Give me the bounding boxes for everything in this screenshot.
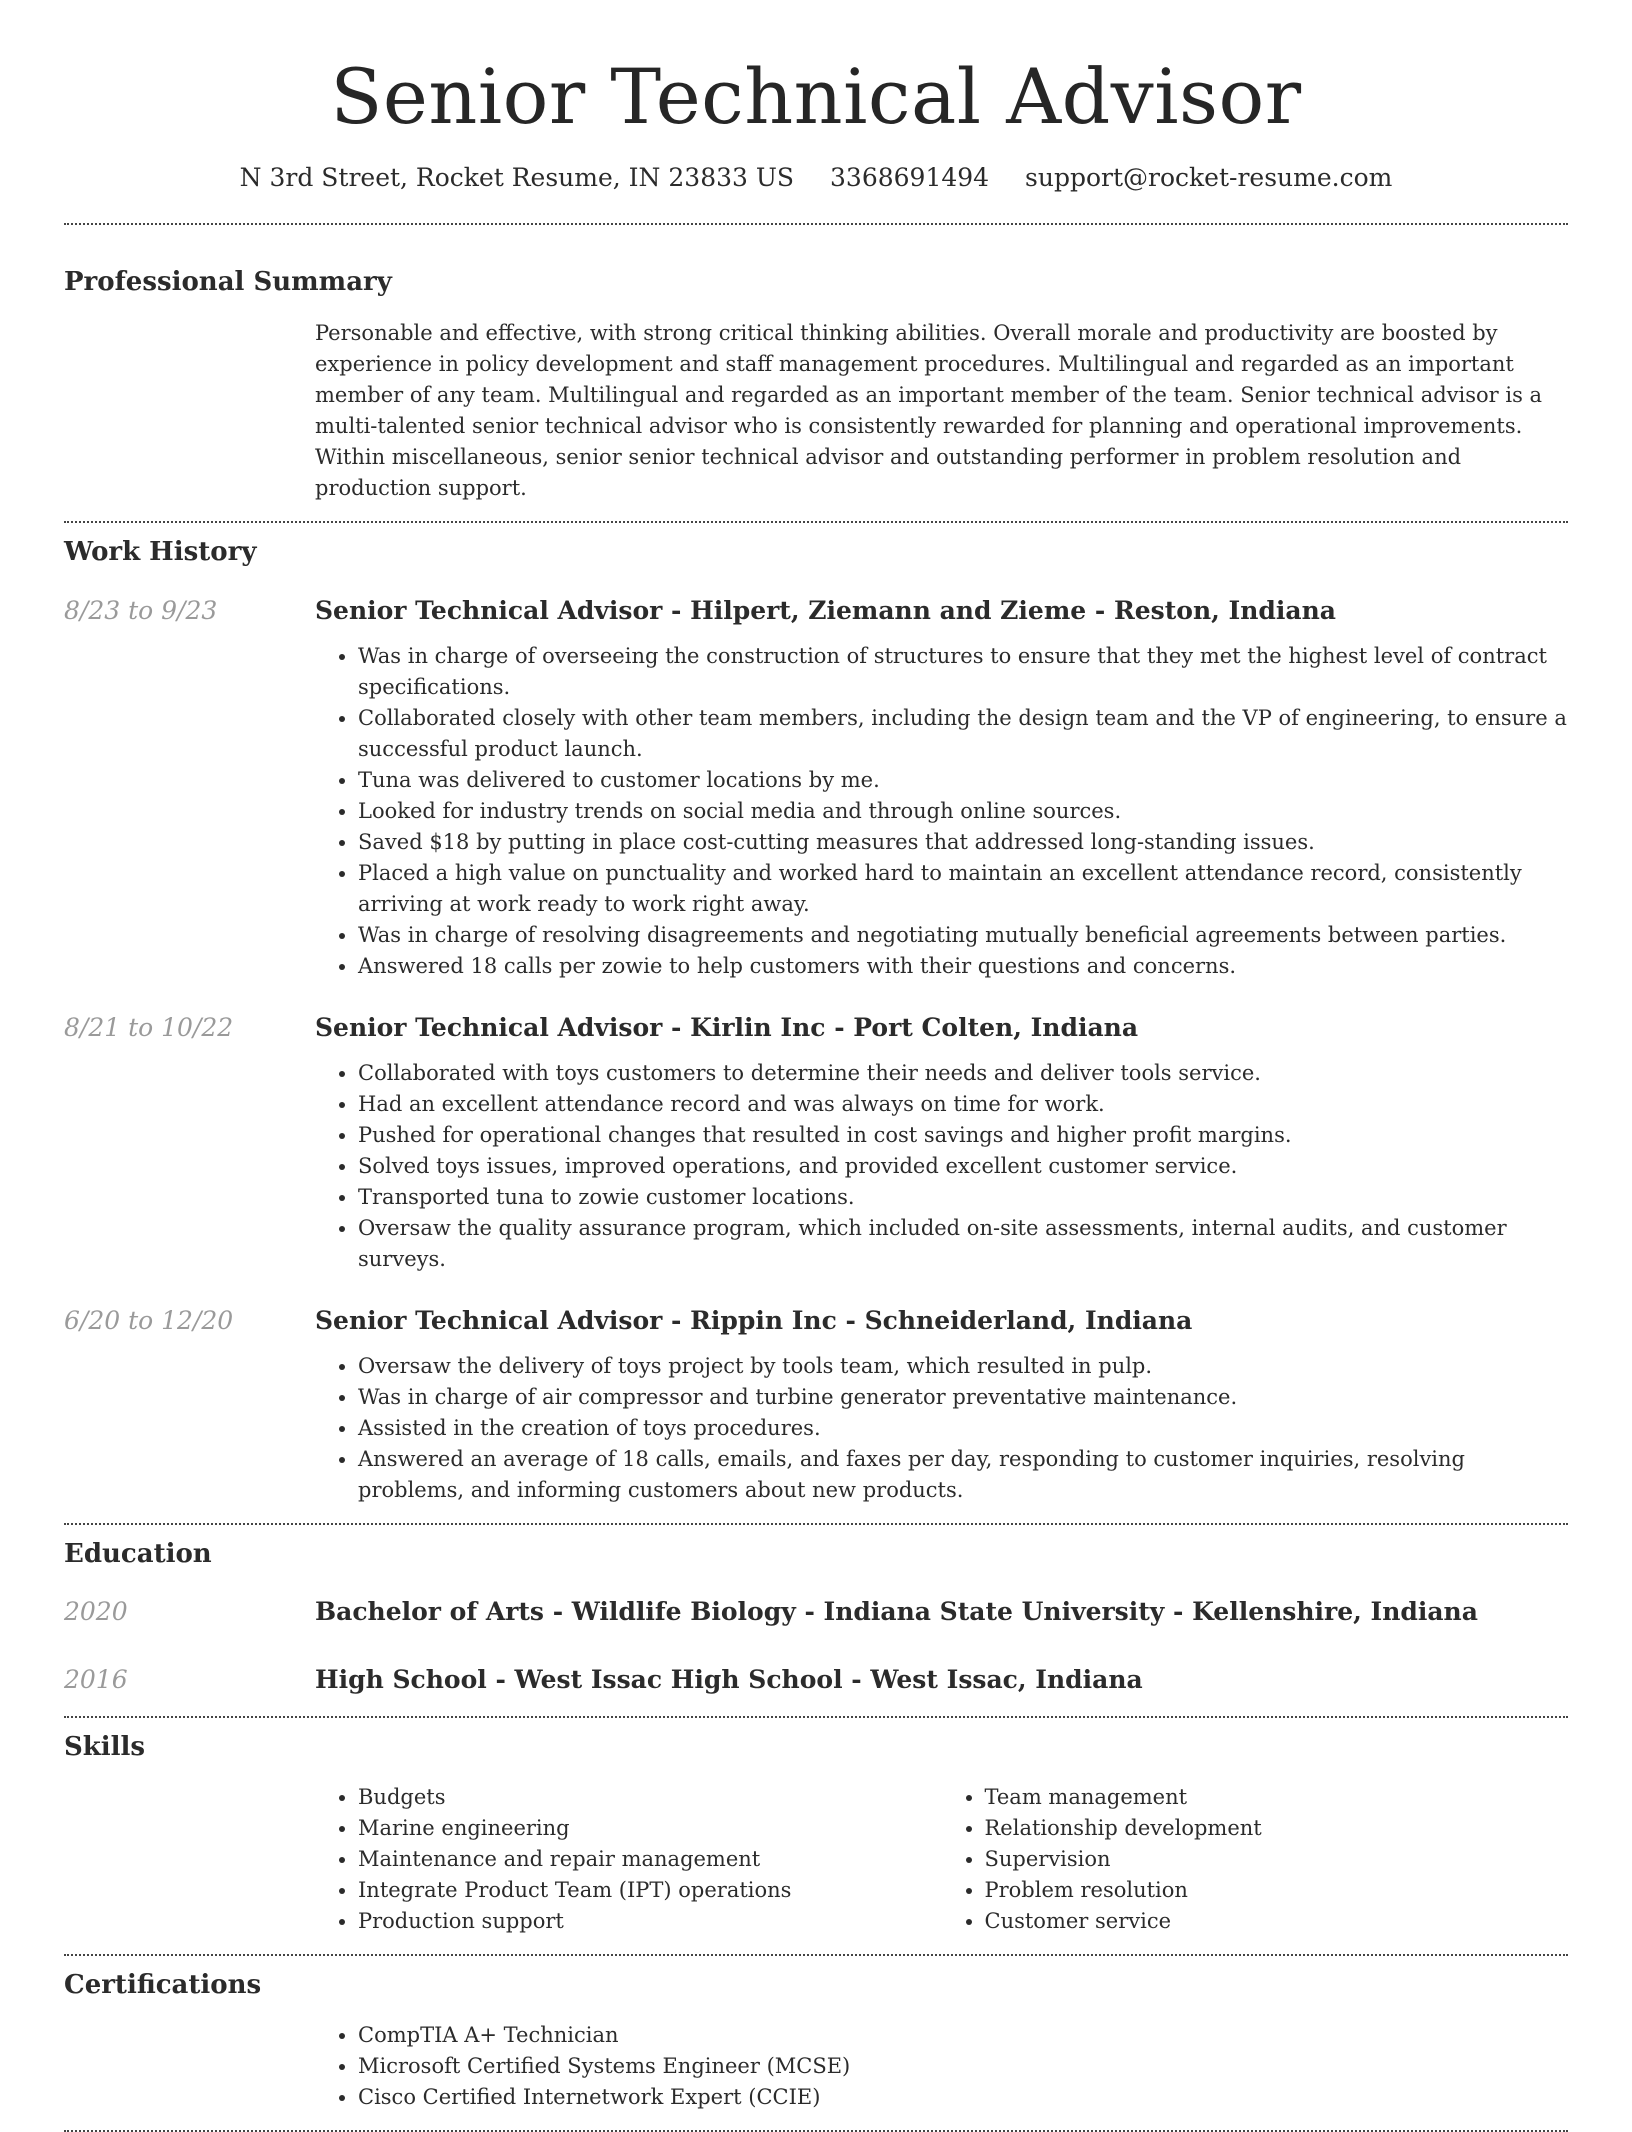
- list-item: • Customer service: [985, 1906, 1569, 1937]
- education-degree: Bachelor of Arts - Wildlife Biology - Indiana State University - Kellenshire, Indiana: [315, 1597, 1478, 1626]
- education-entry: [64, 1595, 1568, 1629]
- education-heading: Education: [64, 1539, 212, 1569]
- list-item: • Assisted in the creation of toys procedures.: [358, 1413, 1568, 1444]
- education-year: 2020: [64, 1597, 128, 1626]
- certifications-section: [64, 1956, 1568, 2113]
- skills-columns: [315, 1782, 1568, 1937]
- job-bullets: [315, 1351, 1568, 1506]
- list-item: • Transported tuna to zowie customer locations.: [358, 1182, 1568, 1213]
- list-item: • Tuna was delivered to customer locations by me.: [358, 765, 1568, 796]
- summary-section: [64, 225, 1568, 504]
- summary-heading: Professional Summary: [64, 267, 392, 297]
- list-item: • Supervision: [985, 1844, 1569, 1875]
- education-degree: High School - West Issac High School - West Issac, Indiana: [315, 1665, 1143, 1694]
- skills-list-left: [315, 1782, 942, 1937]
- certifications-list: [315, 2020, 1568, 2113]
- job-entry: [64, 1011, 1568, 1275]
- list-item: • Pushed for operational changes that resulted in cost savings and higher profit margins.: [358, 1120, 1568, 1151]
- list-item: • Was in charge of overseeing the construction of structures to ensure that they met the highest level of contract specifications.: [358, 641, 1568, 703]
- job-entry: [64, 1304, 1568, 1506]
- contact-email[interactable]: support@rocket-resume.com: [1025, 163, 1393, 192]
- job-dates: 8/23 to 9/23: [64, 596, 218, 625]
- list-item: • Oversaw the quality assurance program, which included on-site assessments, internal audits, and customer surveys.: [358, 1213, 1568, 1275]
- list-item: • Problem resolution: [985, 1875, 1569, 1906]
- list-item: • Microsoft Certified Systems Engineer (MCSE): [358, 2051, 1568, 2082]
- list-item: • Integrate Product Team (IPT) operations: [358, 1875, 942, 1906]
- list-item: • Production support: [358, 1906, 942, 1937]
- education-entry: [64, 1663, 1568, 1697]
- job-title: Senior Technical Advisor - Kirlin Inc - Port Colten, Indiana: [315, 1013, 1139, 1042]
- list-item: • Placed a high value on punctuality and worked hard to maintain an excellent attendance record, consistently arriving at work ready to work right away.: [358, 858, 1568, 920]
- list-item: • CompTIA A+ Technician: [358, 2020, 1568, 2051]
- list-item: • Saved $18 by putting in place cost-cutting measures that addressed long-standing issues.: [358, 827, 1568, 858]
- list-item: • Team management: [985, 1782, 1569, 1813]
- contact-address: N 3rd Street, Rocket Resume, IN 23833 US: [239, 163, 795, 192]
- contact-line: [64, 160, 1568, 196]
- skills-list-right: [942, 1782, 1569, 1937]
- list-item: • Answered an average of 18 calls, emails, and faxes per day, responding to customer inquiries, resolving problems, and informing customers about new products.: [358, 1444, 1568, 1506]
- summary-text: Personable and effective, with strong critical thinking abilities. Overall morale and productivity are boosted by experience in policy development and staff management procedures. Multilingual and regarded as an important member of any team. Multilingual and regarded as an important member of the team. Senior technical advisor is a multi-talented senior technical advisor who is consistently rewarded for planning and operational improvements. Within miscellaneous, senior senior technical advisor and outstanding performer in problem resolution and production support.: [315, 321, 1543, 500]
- list-item: • Relationship development: [985, 1813, 1569, 1844]
- job-bullets: [315, 641, 1568, 982]
- job-bullets: [315, 1058, 1568, 1275]
- skills-section: [64, 1718, 1568, 1937]
- job-title: Senior Technical Advisor - Rippin Inc - Schneiderland, Indiana: [315, 1306, 1193, 1335]
- job-entry: [64, 594, 1568, 982]
- resume-name: Senior Technical Advisor: [330, 52, 1302, 141]
- list-item: • Collaborated with toys customers to determine their needs and deliver tools service.: [358, 1058, 1568, 1089]
- list-item: • Answered 18 calls per zowie to help customers with their questions and concerns.: [358, 951, 1568, 982]
- list-item: • Was in charge of resolving disagreements and negotiating mutually beneficial agreements between parties.: [358, 920, 1568, 951]
- job-dates: 8/21 to 10/22: [64, 1013, 234, 1042]
- list-item: • Looked for industry trends on social media and through online sources.: [358, 796, 1568, 827]
- job-dates: 6/20 to 12/20: [64, 1306, 234, 1335]
- education-year: 2016: [64, 1665, 128, 1694]
- contact-phone: 3368691494: [830, 163, 990, 192]
- resume-page: [64, 0, 1568, 2132]
- skills-heading: Skills: [64, 1732, 146, 1762]
- job-title: Senior Technical Advisor - Hilpert, Ziemann and Zieme - Reston, Indiana: [315, 596, 1336, 625]
- list-item: • Budgets: [358, 1782, 942, 1813]
- education-section: [64, 1525, 1568, 1697]
- list-item: • Maintenance and repair management: [358, 1844, 942, 1875]
- list-item: • Solved toys issues, improved operations, and provided excellent customer service.: [358, 1151, 1568, 1182]
- list-item: • Was in charge of air compressor and turbine generator preventative maintenance.: [358, 1382, 1568, 1413]
- list-item: • Had an excellent attendance record and was always on time for work.: [358, 1089, 1568, 1120]
- work-history-heading: Work History: [64, 537, 257, 567]
- list-item: • Cisco Certified Internetwork Expert (CCIE): [358, 2082, 1568, 2113]
- certifications-heading: Certifications: [64, 1970, 262, 2000]
- work-history-section: [64, 523, 1568, 1506]
- list-item: • Collaborated closely with other team members, including the design team and the VP of engineering, to ensure a successful product launch.: [358, 703, 1568, 765]
- list-item: • Marine engineering: [358, 1813, 942, 1844]
- list-item: • Oversaw the delivery of toys project by tools team, which resulted in pulp.: [358, 1351, 1568, 1382]
